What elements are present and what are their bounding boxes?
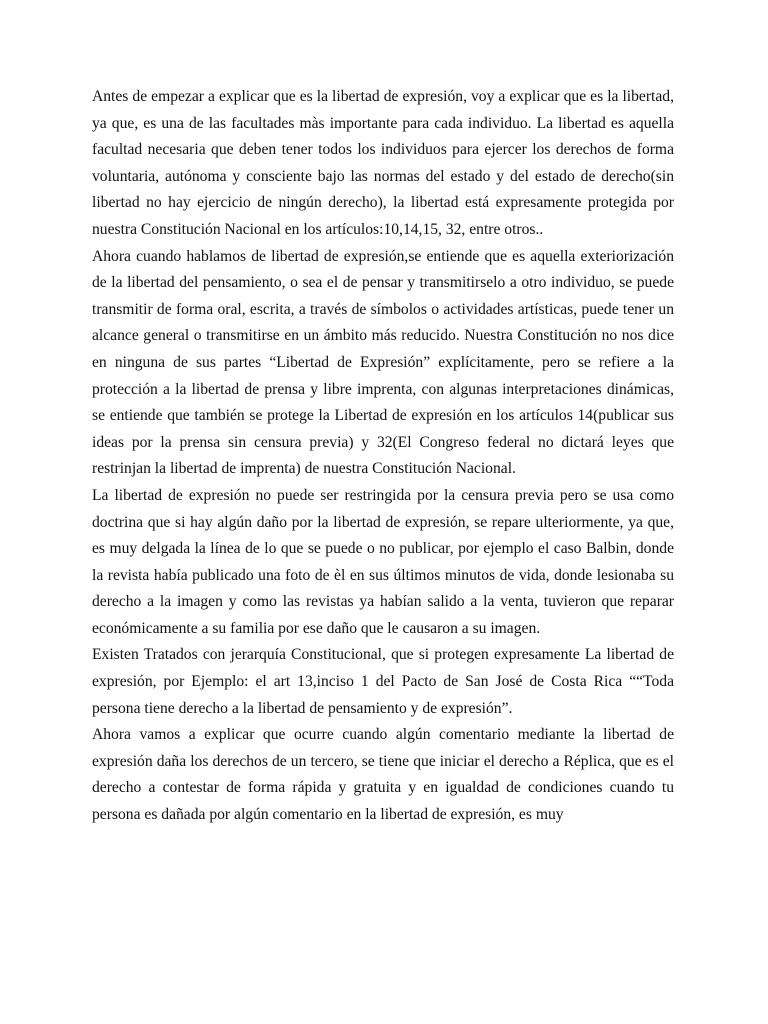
paragraph-derecho-a-replica: Ahora vamos a explicar que ocurre cuando algún comentario mediante la libertad de expresión daña los derechos de un tercero, se tiene que iniciar el derecho a Réplica, que es el derecho a contestar de forma rápida y gratuita y en igualdad de condiciones cuando tu persona es dañada por algún comentario en la libertad de expresión, es muy bbox=[92, 726, 674, 824]
paragraph-tratados: Existen Tratados con jerarquía Constitucional, que si protegen expresamente La libertad de expresión, por Ejemplo: el art 13,inciso 1 del Pacto de San José de Costa Rica ““Toda persona tiene derecho a la libertad de pensamiento y de expresión”. bbox=[92, 646, 674, 717]
paragraph-censura-previa: La libertad de expresión no puede ser restringida por la censura previa pero se usa como doctrina que si hay algún daño por la libertad de expresión, se repare ulteriormente, ya que, es muy delgada la línea de lo que se puede o no publicar, por ejemplo el caso Balbin, donde la revista había publicado una foto de èl en sus últimos minutos de vida, donde lesionaba su derecho a la imagen y como las revistas ya habían salido a la venta, tuvieron que reparar económicamente a su familia por ese daño que le causaron a su imagen. bbox=[92, 486, 674, 637]
paragraph-libertad-de-expresion: Ahora cuando hablamos de libertad de expresión,se entiende que es aquella exteriorización de la libertad del pensamiento, o sea el de pensar y transmitirselo a otro individuo, se puede transmitir de forma oral, escrita, a través de símbolos o actividades artísticas, puede tener un alcance general o transmitirse en un ámbito más reducido. Nuestra Constitución no nos dice en ninguna de sus partes “Libertad de Expresión” explícitamente, pero se refiere a la protección a la libertad de prensa y libre imprenta, con algunas interpretaciones dinámicas, se entiende que también se protege la Libertad de expresión en los artículos 14(publicar sus ideas por la prensa sin censura previa) y 32(El Congreso federal no dictará leyes que restrinjan la libertad de imprenta) de nuestra Constitución Nacional. bbox=[92, 247, 674, 478]
document-body bbox=[92, 84, 674, 829]
paragraph-libertad: Antes de empezar a explicar que es la libertad de expresión, voy a explicar que es la libertad, ya que, es una de las facultades màs importante para cada individuo. La libertad es aquella facultad necesaria que deben tener todos los individuos para ejercer los derechos de forma voluntaria, autónoma y consciente bajo las normas del estado y del estado de derecho(sin libertad no hay ejercicio de ningún derecho), la libertad está expresamente protegida por nuestra Constitución Nacional en los artículos:10,14,15, 32, entre otros.. bbox=[92, 88, 674, 238]
